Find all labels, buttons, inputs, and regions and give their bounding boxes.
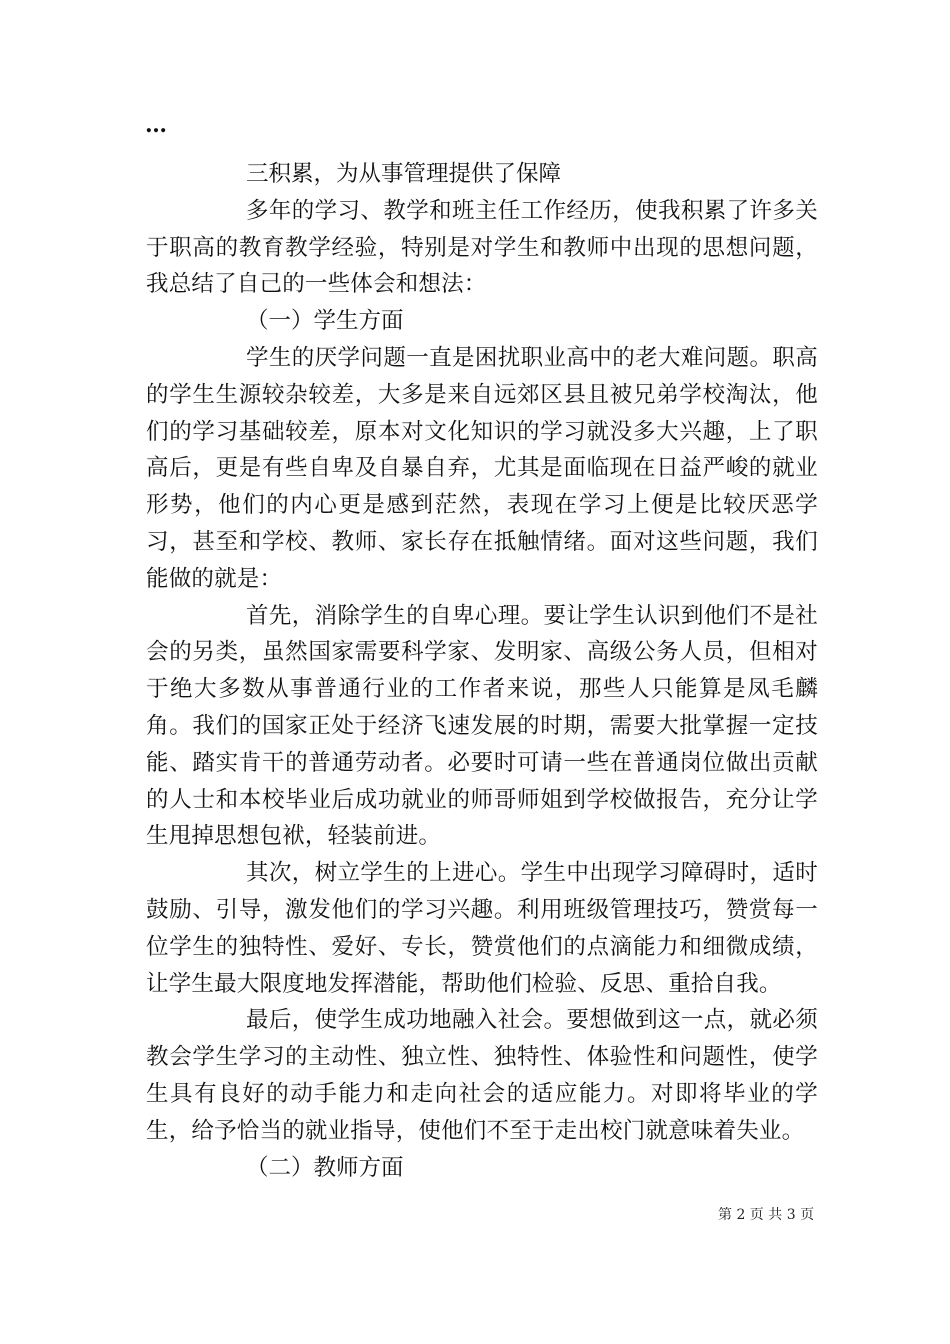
section-title: 三积累，为从事管理提供了保障: [246, 161, 562, 187]
subheading-teachers: （二）教师方面: [246, 1154, 404, 1181]
paragraph-intro: 多年的学习、教学和班主任工作经历，使我积累了许多关于职高的教育教学经验，特别是对学生和教师中出现的思想问题，我总结了自己的一些体会和想法：: [146, 197, 818, 298]
paragraph-second: 其次，树立学生的上进心。学生中出现学习障碍时，适时鼓励、引导，激发他们的学习兴趣。利用班级管理技巧，赞赏每一位学生的独特性、爱好、专长，赞赏他们的点滴能力和细微成绩，让学生最大限度地发挥潜能，帮助他们检验、反思、重拾自我。: [146, 860, 818, 997]
paragraph-students-problem: 学生的厌学问题一直是困扰职业高中的老大难问题。职高的学生生源较杂较差，大多是来自远郊区县且被兄弟学校淘汰，他们的学习基础较差，原本对文化知识的学习就没多大兴趣，上了职高后，更是有些自卑及自暴自弃，尤其是面临现在日益严峻的就业形势，他们的内心更是感到茫然，表现在学习上便是比较厌恶学习，甚至和学校、教师、家长存在抵触情绪。面对这些问题，我们能做的就是：: [146, 344, 818, 592]
subheading-students: （一）学生方面: [246, 308, 404, 335]
paragraph-finally: 最后，使学生成功地融入社会。要想做到这一点，就必须教会学生学习的主动性、独立性、独特性、体验性和问题性，使学生具有良好的动手能力和走向社会的适应能力。对即将毕业的学生，给予恰当的就业指导，使他们不至于走出校门就意味着失业。: [146, 1007, 818, 1144]
document-body: [146, 156, 818, 1186]
page-number: 第 2 页 共 3 页: [718, 1207, 815, 1223]
paragraph-first: 首先，消除学生的自卑心理。要让学生认识到他们不是社会的另类，虽然国家需要科学家、发明家、高级公务人员，但相对于绝大多数从事普通行业的工作者来说，那些人只能算是凤毛麟角。我们的国家正处于经济飞速发展的时期，需要大批掌握一定技能、踏实肯干的普通劳动者。必要时可请一些在普通岗位做出贡献的人士和本校毕业后成功就业的师哥师姐到学校做报告，充分让学生甩掉思想包袱，轻装前进。: [146, 602, 818, 850]
ellipsis-marker: …: [145, 112, 168, 138]
